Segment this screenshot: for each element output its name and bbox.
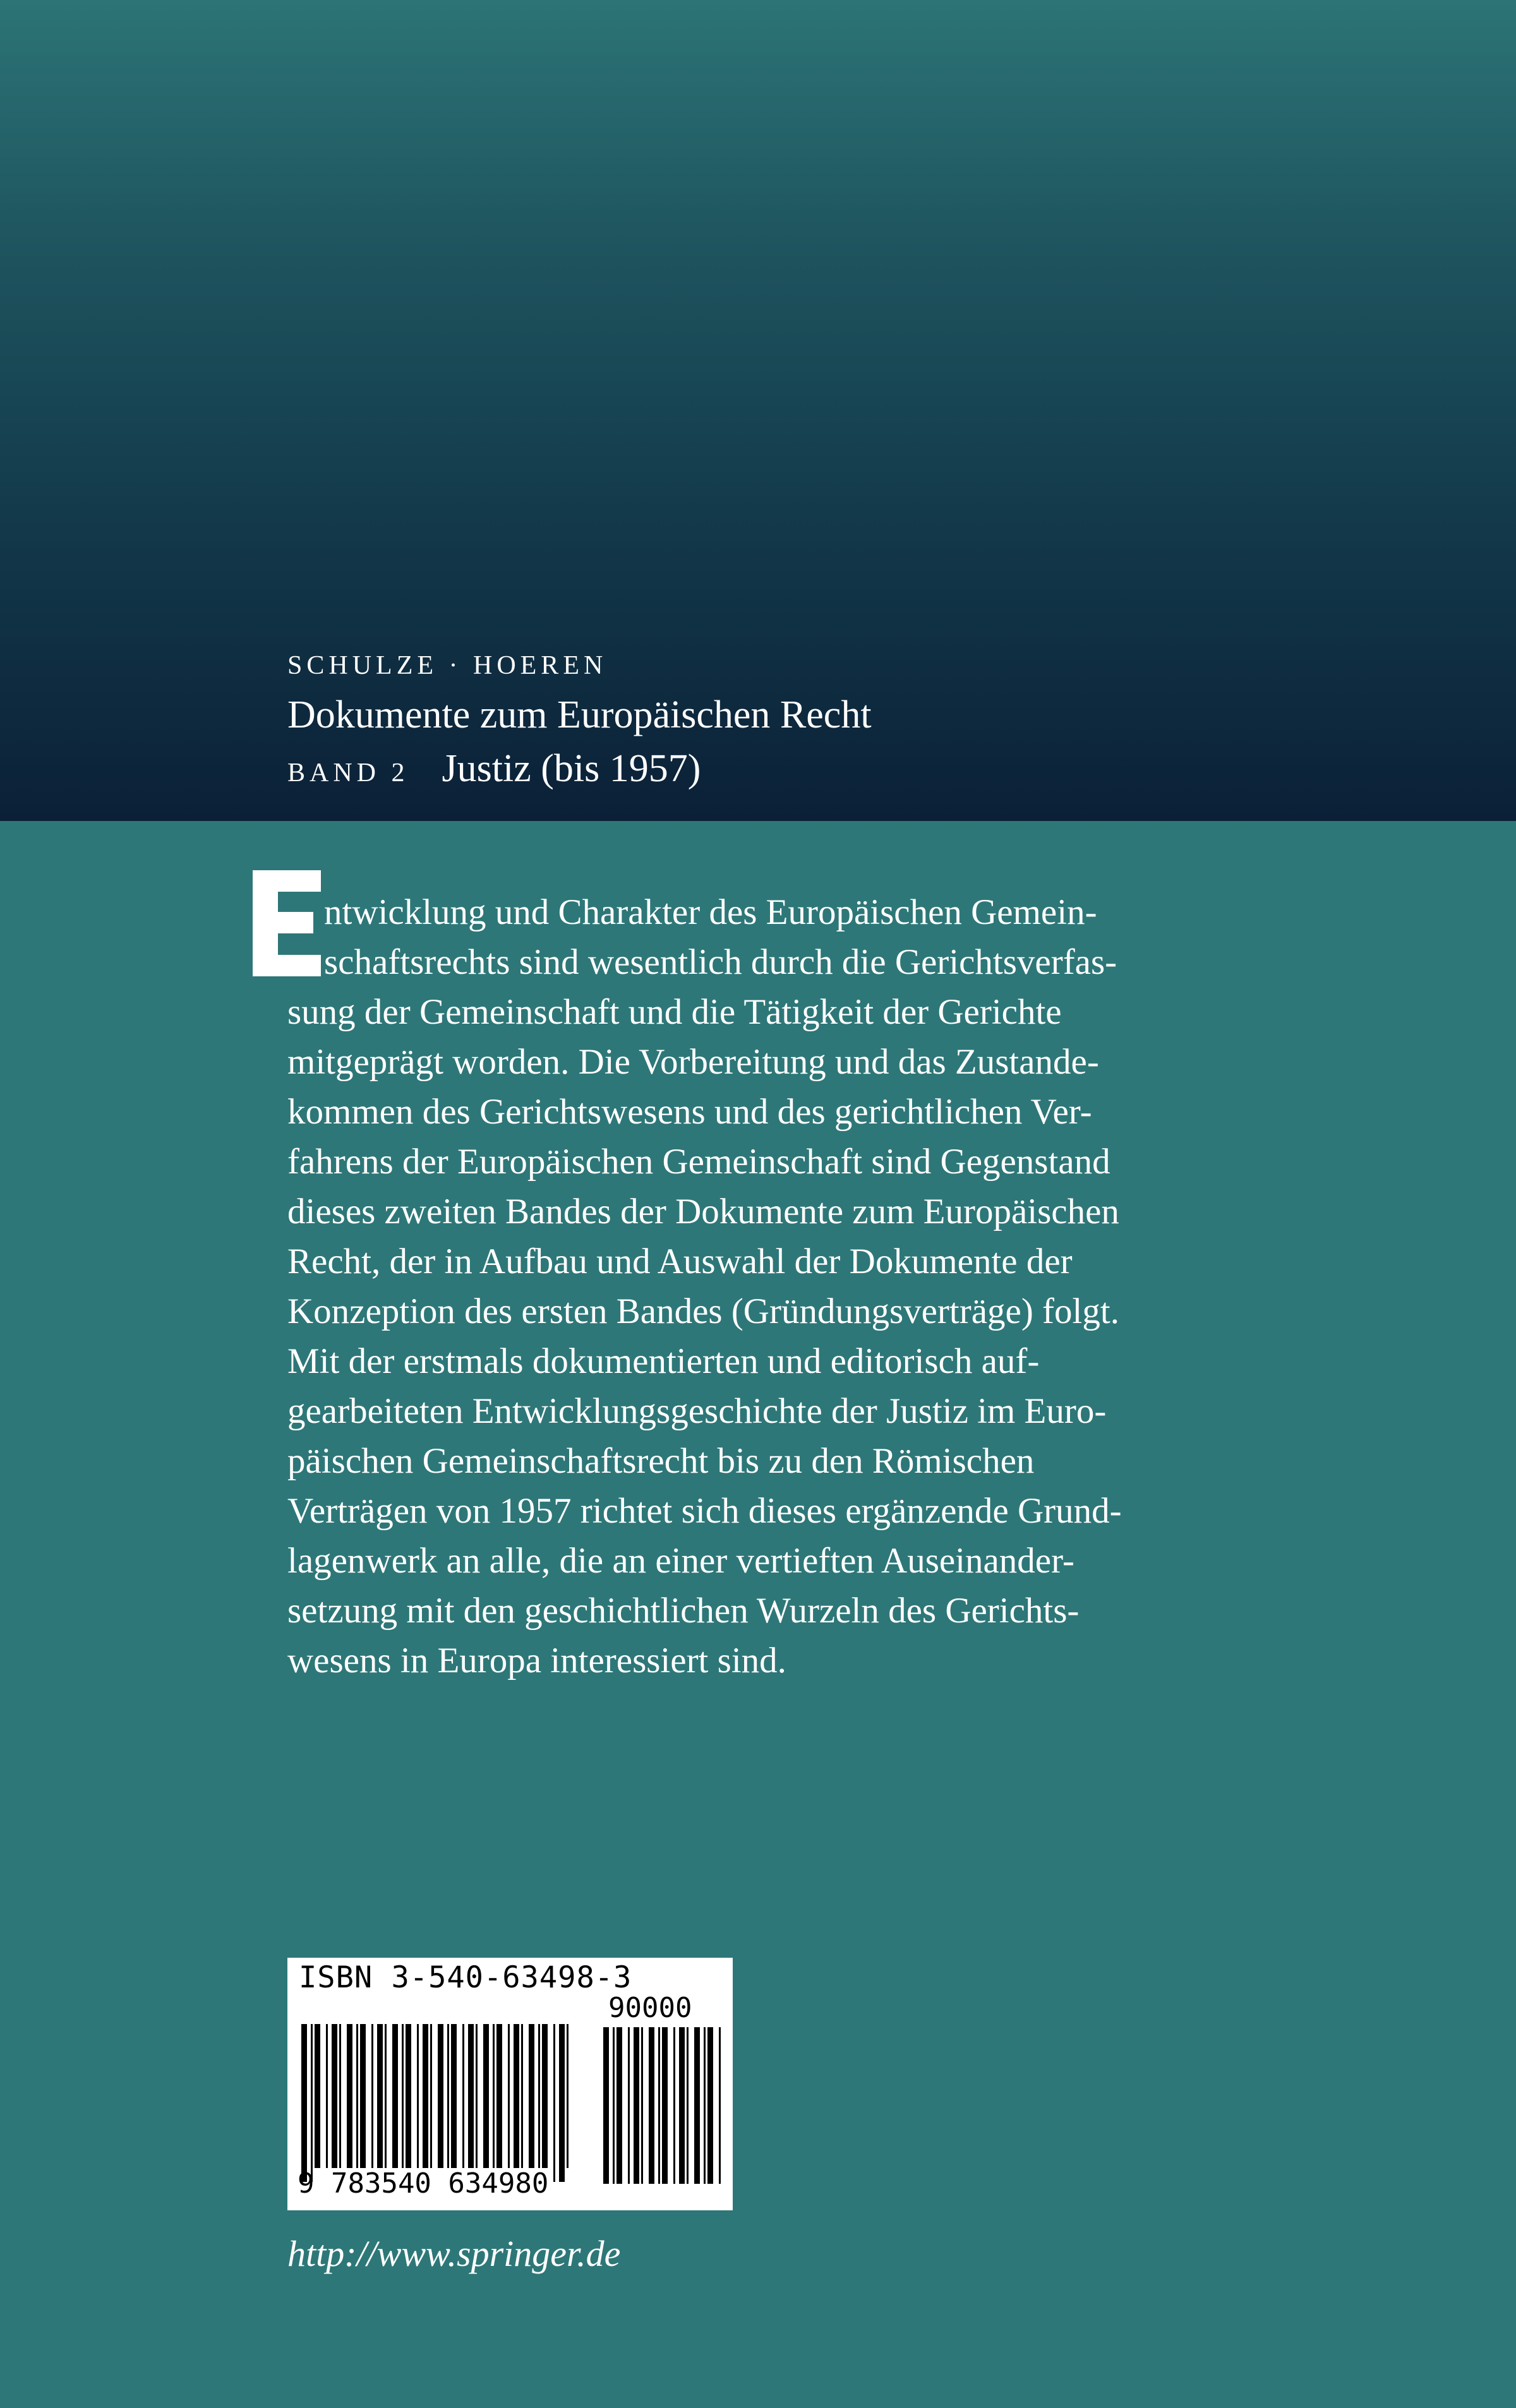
blurb-line: Konzeption des ersten Bandes (Gründungsverträge) folgt. [287, 1291, 1119, 1331]
barcode-bar [538, 2024, 540, 2168]
barcode-bar [493, 2024, 495, 2168]
barcode-bar [617, 2027, 622, 2184]
barcode-bar [508, 2024, 510, 2168]
volume-title: Justiz (bis 1957) [442, 747, 701, 790]
barcode-bar [438, 2024, 443, 2168]
barcode-bar [468, 2024, 474, 2168]
barcode-bar [719, 2027, 721, 2184]
blurb-text [287, 887, 1279, 1686]
barcode-bar [347, 2024, 352, 2168]
barcode-bar [326, 2024, 328, 2168]
barcode-bar [483, 2024, 489, 2168]
isbn-barcode [287, 1958, 733, 2210]
barcode-bar [392, 2024, 398, 2168]
barcode-bar [603, 2027, 609, 2184]
barcode-bar [402, 2024, 404, 2168]
barcode-bar [332, 2024, 337, 2168]
barcode-bar [301, 2024, 307, 2182]
addon-bars [603, 2027, 722, 2198]
barcode-bar [673, 2027, 675, 2184]
ean-bars [301, 2024, 579, 2182]
barcode-bar [559, 2024, 565, 2182]
barcode-bar [462, 2024, 464, 2168]
barcode-bar [476, 2024, 478, 2168]
barcode-bar [356, 2024, 358, 2168]
barcode-bar [451, 2024, 457, 2168]
barcode-bar [521, 2024, 523, 2168]
blurb-line: schaftsrechts sind wesentlich durch die Gerichtsverfas- [324, 942, 1117, 982]
blurb-line: fahrens der Europäischen Gemeinschaft sind Gegenstand [287, 1142, 1110, 1182]
blurb-line: setzung mit den geschichtlichen Wurzeln des Gerichts- [287, 1591, 1080, 1631]
barcode-bar [553, 2024, 555, 2182]
blurb-line: dieses zweiten Bandes der Dokumente zum Europäischen [287, 1192, 1119, 1231]
barcode-bar [423, 2024, 428, 2168]
volume-label: BAND 2 [287, 758, 409, 788]
barcode-bar [694, 2027, 700, 2184]
barcode-bar [417, 2024, 419, 2168]
barcode-bar [649, 2027, 654, 2184]
blurb-line: Mit der erstmals dokumentierten und editorisch auf- [287, 1341, 1040, 1381]
barcode-bar [542, 2024, 548, 2168]
barcode-bar [385, 2024, 387, 2168]
barcode-bar [567, 2024, 568, 2168]
barcode-bar [430, 2024, 432, 2168]
blurb-line: Verträgen von 1957 richtet sich dieses ergänzende Grund- [287, 1491, 1122, 1531]
barcode-bar [315, 2024, 320, 2168]
ean-number: 9 783540 634980 [298, 2167, 549, 2200]
barcode-bar [514, 2024, 519, 2168]
barcode-bar [634, 2027, 639, 2184]
barcode-bar [360, 2024, 366, 2168]
isbn-number: ISBN 3-540-63498-3 [299, 1960, 632, 1995]
barcode-bar [679, 2027, 685, 2184]
blurb-line: sung der Gemeinschaft und die Tätigkeit der Gerichte [287, 992, 1062, 1032]
barcode-bar [406, 2024, 411, 2168]
blurb-line: ntwicklung und Charakter des Europäischen Gemein- [324, 892, 1097, 932]
price-addon-number: 90000 [608, 1992, 692, 2024]
volume-line [287, 746, 701, 791]
barcode-bar [311, 2024, 313, 2182]
barcode-bar [371, 2024, 373, 2168]
barcode-bar [447, 2024, 449, 2168]
blurb-line: mitgeprägt worden. Die Vorbereitung und das Zustande- [287, 1042, 1099, 1082]
barcode-bar [704, 2027, 706, 2184]
barcode-bar [628, 2027, 630, 2184]
blurb-line: lagenwerk an alle, die an einer vertieften Auseinander- [287, 1541, 1074, 1581]
publisher-website[interactable]: http://www.springer.de [287, 2233, 621, 2274]
barcode-bar [662, 2027, 668, 2184]
barcode-bar [707, 2027, 713, 2184]
series-title: Dokumente zum Europäischen Recht [287, 693, 872, 736]
blurb-line: wesens in Europa interessiert sind. [287, 1641, 786, 1680]
barcode-bar [658, 2027, 660, 2184]
barcode-bar [641, 2027, 643, 2184]
barcode-bar [339, 2024, 341, 2168]
barcode-bar [687, 2027, 689, 2184]
blurb-line: päischen Gemeinschaftsrecht bis zu den Römischen [287, 1441, 1035, 1481]
blurb-line: gearbeiteten Entwicklungsgeschichte der Justiz im Euro- [287, 1391, 1107, 1431]
barcode-bar [529, 2024, 534, 2168]
barcode-bar [496, 2024, 502, 2168]
barcode-bar [377, 2024, 383, 2168]
barcode-bar [613, 2027, 615, 2184]
authors: SCHULZE · HOEREN [287, 651, 608, 680]
blurb-line: kommen des Gerichtswesens und des gerichtlichen Ver- [287, 1092, 1092, 1132]
blurb-line: Recht, der in Aufbau und Auswahl der Dokumente der [287, 1242, 1073, 1281]
